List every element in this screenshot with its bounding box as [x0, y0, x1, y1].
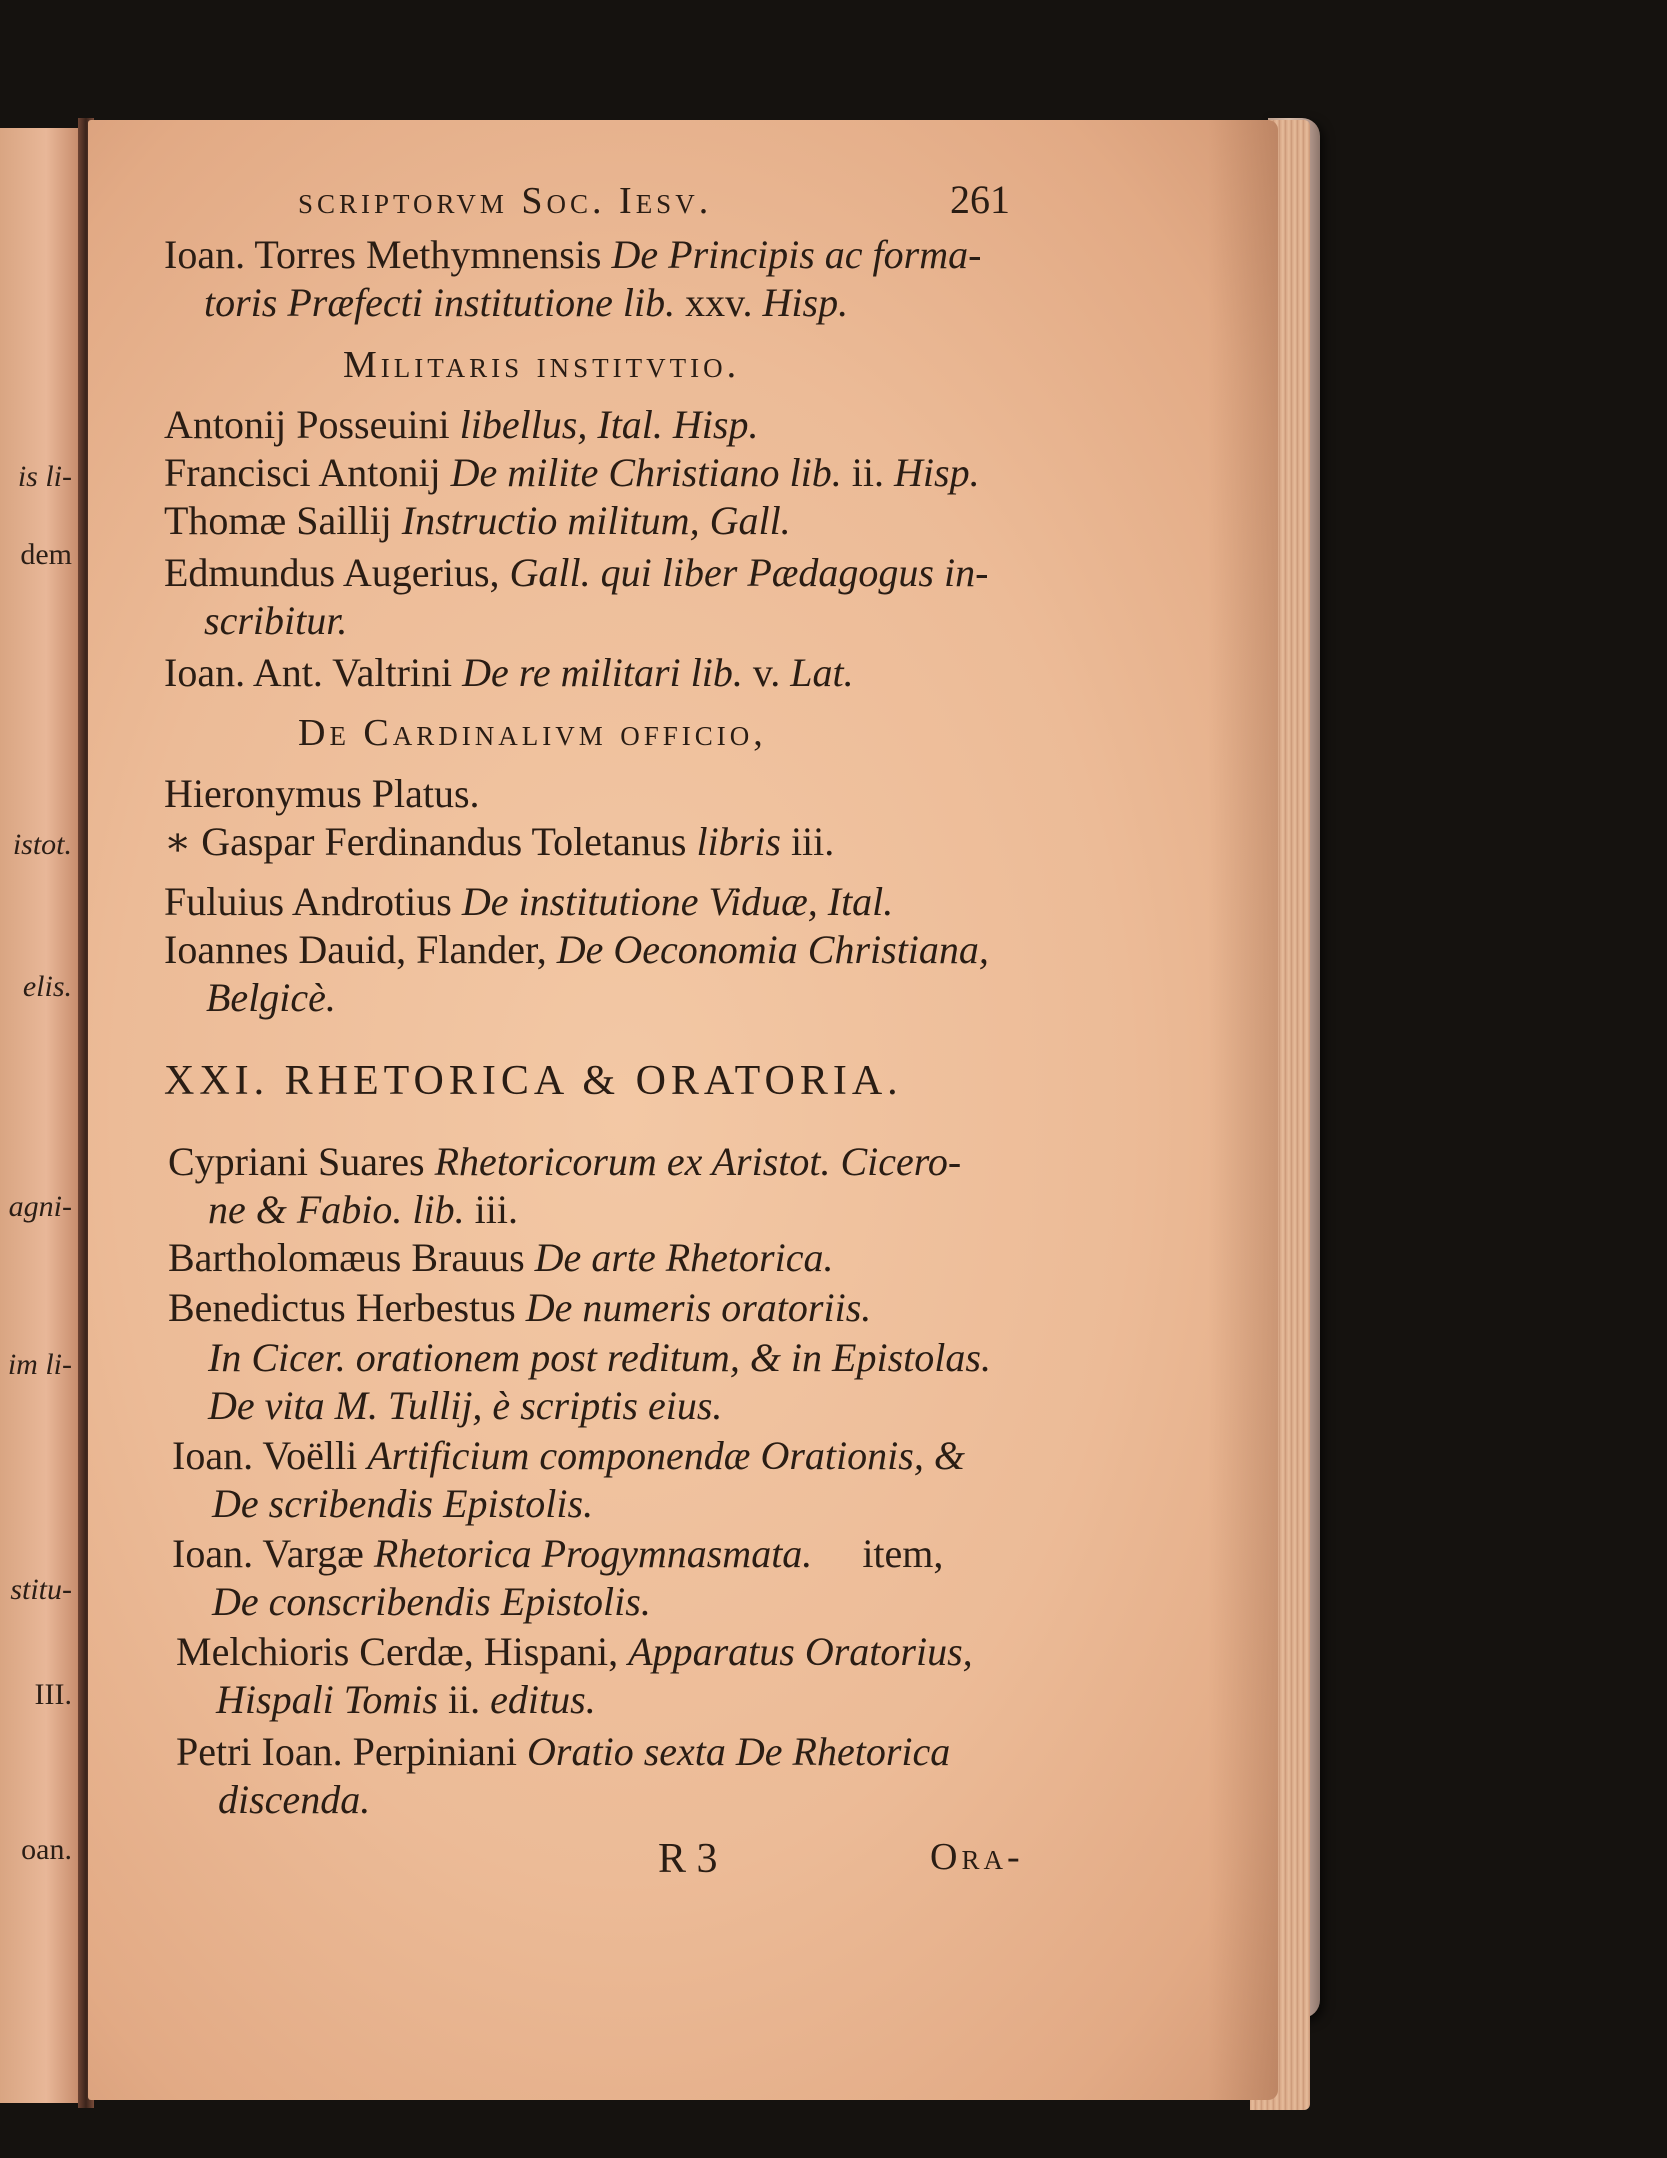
bibliography-entry-continuation: ne & Fabio. lib. iii.: [208, 1187, 518, 1232]
subject-heading: De Cardinalivm officio,: [298, 712, 767, 754]
left-fragment: dem: [20, 538, 72, 571]
bibliography-entry-continuation: Hispali Tomis ii. editus.: [216, 1677, 596, 1722]
bibliography-entry: Bartholomæus Brauus De arte Rhetorica.: [168, 1235, 834, 1280]
running-head-title: scriptorvm Soc. Iesv.: [298, 180, 713, 222]
signature-mark: R 3: [658, 1836, 718, 1882]
left-fragment: agni-: [8, 1190, 72, 1223]
bibliography-entry: Petri Ioan. Perpiniani Oratio sexta De Rhetorica: [176, 1729, 951, 1774]
left-fragment: oan.: [21, 1833, 72, 1866]
bibliography-entry: Ioan. Voëlli Artificium componendæ Orationis, &: [172, 1433, 965, 1478]
bibliography-entry: Hieronymus Platus.: [164, 771, 480, 816]
bibliography-entry: ∗ Gaspar Ferdinandus Toletanus libris iii.: [164, 819, 835, 864]
left-fragment: is li-: [17, 460, 72, 493]
bibliography-entry: Ioan. Torres Methymnensis De Principis ac forma-: [164, 232, 982, 277]
bibliography-entry: Edmundus Augerius, Gall. qui liber Pædagogus in-: [164, 550, 989, 595]
section-heading: XXI. RHETORICA & ORATORIA.: [164, 1058, 903, 1104]
right-page: [88, 120, 1278, 2100]
catchword: Ora-: [930, 1836, 1024, 1878]
bibliography-entry-continuation: De vita M. Tullij, è scriptis eius.: [208, 1383, 723, 1428]
bibliography-entry: Ioannes Dauid, Flander, De Oeconomia Christiana,: [164, 927, 989, 972]
subject-heading: Militaris institvtio.: [343, 344, 741, 386]
bibliography-entry-continuation: De conscribendis Epistolis.: [212, 1579, 651, 1624]
bibliography-entry-continuation: discenda.: [218, 1777, 371, 1822]
left-facing-page: [0, 128, 84, 2103]
bibliography-entry: Cypriani Suares Rhetoricorum ex Aristot. Cicero-: [168, 1139, 962, 1184]
bibliography-entry: Thomæ Saillij Instructio militum, Gall.: [164, 498, 791, 543]
bibliography-entry-continuation: scribitur.: [204, 598, 348, 643]
left-fragment: stitu-: [10, 1573, 72, 1606]
left-fragment: elis.: [22, 970, 72, 1003]
left-fragment: istot.: [12, 828, 72, 861]
bibliography-entry-continuation: In Cicer. orationem post reditum, & in Epistolas.: [208, 1335, 991, 1380]
bibliography-entry-continuation: De scribendis Epistolis.: [212, 1481, 594, 1526]
bibliography-entry: Fuluius Androtius De institutione Viduæ, Ital.: [164, 879, 894, 924]
bibliography-entry: Benedictus Herbestus De numeris oratoriis.: [168, 1285, 872, 1330]
bibliography-entry: Ioan. Vargæ Rhetorica Progymnasmata. item,: [172, 1531, 944, 1576]
bibliography-entry: Francisci Antonij De milite Christiano lib. ii. Hisp.: [164, 450, 980, 495]
bibliography-entry: Antonij Posseuini libellus, Ital. Hisp.: [164, 402, 759, 447]
bibliography-entry-continuation: Belgicè.: [206, 975, 336, 1020]
bibliography-entry: Melchioris Cerdæ, Hispani, Apparatus Oratorius,: [176, 1629, 973, 1674]
left-fragment: III.: [34, 1678, 72, 1711]
left-fragment: im li-: [7, 1348, 72, 1381]
bibliography-entry-continuation: toris Præfecti institutione lib. xxv. Hisp.: [204, 280, 849, 325]
page-number: 261: [950, 177, 1010, 222]
bibliography-entry: Ioan. Ant. Valtrini De re militari lib. v. Lat.: [164, 650, 854, 695]
